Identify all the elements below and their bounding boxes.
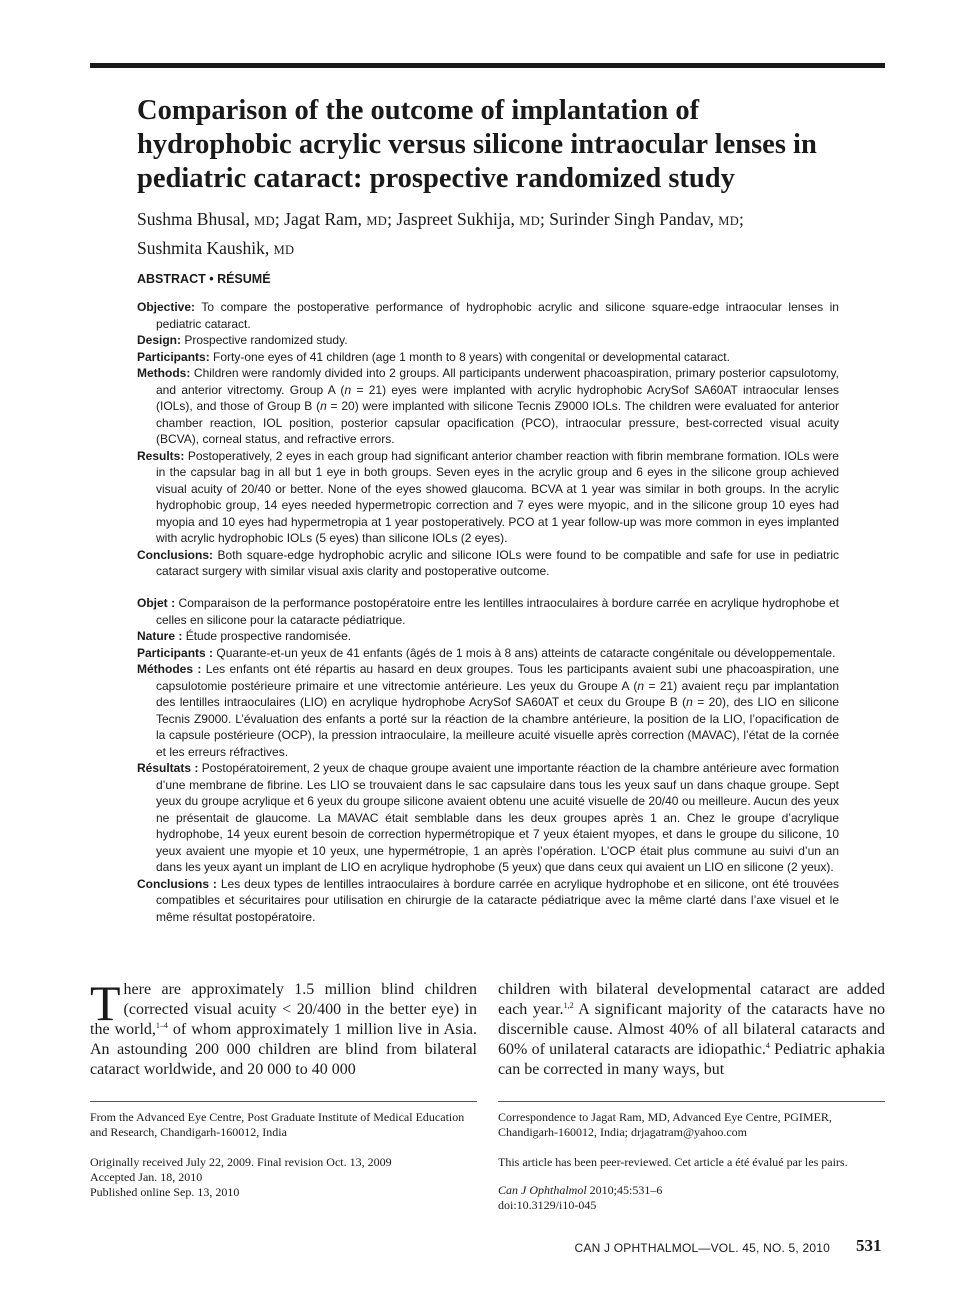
abstract-section [137, 349, 839, 366]
author-credential: MD [718, 214, 740, 228]
abstract-label: Résultats : [137, 761, 199, 775]
abstract-text: = 20) were implanted with silicone Tecnis Z9000 IOLs. The children were evaluated for anterior chamber reaction, IOL position, posterior capsular opacification (PCO), intraocular pressure, best-corrected visual acuity (BCVA), corneal status, and refractive errors. [156, 399, 839, 446]
footnote-rule-left [90, 1101, 477, 1102]
footnote-affiliation [90, 1110, 470, 1140]
abstract-text: Forty-one eyes of 41 children (age 1 month to 8 years) with congenital or developmental cataract. [213, 349, 730, 364]
abstract-section [137, 332, 839, 349]
body-text: Pediatric aphakia can be corrected in many ways, but [498, 1041, 885, 1078]
author-name: Jaspreet Sukhija, [396, 209, 515, 229]
abstract-label: Méthodes : [137, 662, 202, 676]
abstract-section [137, 595, 839, 628]
author-name: Sushma Bhusal, [137, 209, 250, 229]
abstract-section [137, 645, 839, 662]
author-separator: ; [274, 209, 280, 229]
abstract-italic-n: n [320, 399, 327, 413]
abstract-section [137, 876, 839, 926]
author-credential: MD [366, 214, 388, 228]
abstract-label: Results: [137, 448, 185, 463]
body-text: A significant majority of the cataracts have no discernible cause. Almost 40% of all bilateral cataracts and 60% of unilateral cataracts are idiopathic. [498, 1001, 885, 1058]
footnote-rule-right [498, 1101, 885, 1102]
abstract-section [137, 547, 839, 580]
abstract-english [137, 299, 839, 580]
abstract-section [137, 299, 839, 332]
abstract-text: Postopératoirement, 2 yeux de chaque groupe avaient une importante réaction de la chambre antérieure avec formation d’une membrane de fibrine. Les LIO se trouvaient dans le sac capsulaire dans tous les yeux sauf un dans chaque groupe. Sept yeux du groupe acrylique et 6 yeux du groupe silicone avaient obtenu une acuité visuelle de 20/40 ou meilleure. Aucun des yeux ne présentait de glaucome. La MAVAC était semblable dans les deux groupes après 1 an. Chez le groupe d’acrylique hydrophobe, 14 yeux eurent besoin de correction hypermétropique et 7 yeux étaient myopes, et dans le groupe du silicone, 10 yeux avaient une myopie et 10 yeux, une hypermétropie, 1 an après l’opération. L’OCP était plus commune au suivi d’un an dans les yeux ayant un implant de LIO en acrylique hydrophobe (5 yeux) que dans ceux qui avaient un LIO en silicone (2 yeux). [156, 761, 839, 874]
author-name: Sushmita Kaushik, [137, 238, 270, 258]
author-name: Jagat Ram, [284, 209, 362, 229]
author-separator: ; [387, 209, 392, 229]
author-name: Surinder Singh Pandav, [549, 209, 714, 229]
received-date: Originally received July 22, 2009. Final revision Oct. 13, 2009 [90, 1155, 392, 1169]
author-line-1 [137, 206, 857, 235]
running-footer: CAN J OPHTHALMOL—VOL. 45, NO. 5, 2010 [574, 1241, 830, 1255]
abstract-label: Nature : [137, 629, 183, 643]
abstract-label: Conclusions: [137, 547, 214, 562]
abstract-section [137, 448, 839, 547]
abstract-text: To compare the postoperative performance of hydrophobic acrylic and silicone square-edge intraocular lenses in pediatric cataract. [156, 300, 839, 331]
abstract-french [137, 595, 839, 925]
abstract-label: Participants: [137, 349, 210, 364]
abstract-text: Prospective randomized study. [184, 333, 348, 347]
footnote-correspondence [498, 1110, 885, 1140]
accepted-date: Accepted Jan. 18, 2010 [90, 1170, 203, 1184]
author-list [137, 206, 857, 264]
abstract-text: = 21) avaient reçu par implantation des lentilles intraoculaires (LIO) en acrylique hydrophobe AcrySof SA60AT et ceux du Groupe B ( [156, 678, 839, 709]
correspondence-text: Correspondence to Jagat Ram, MD, Advanced Eye Centre, PGIMER, Chandigarh-160012, India; drjagatram@yahoo.com [498, 1110, 832, 1139]
author-line-2 [137, 235, 857, 264]
abstract-heading: ABSTRACT • RÉSUMÉ [137, 272, 271, 286]
page-number: 531 [856, 1236, 882, 1255]
abstract-text: Children were randomly divided into 2 groups. All participants underwent phacoaspiration, primary posterior capsulotomy, and anterior vitrectomy. Group A ( [156, 366, 840, 397]
affiliation-text: From the Advanced Eye Centre, Post Graduate Institute of Medical Education and Research, Chandigarh-160012, India [90, 1110, 465, 1139]
abstract-label: Methods: [137, 366, 191, 380]
abstract-text: Quarante-et-un yeux de 41 enfants (âgés de 1 mois à 8 ans) atteints de cataracte congénitale ou développementale. [216, 645, 836, 660]
body-column-left [90, 975, 477, 1080]
abstract-label: Objective: [137, 300, 196, 314]
reference-superscript: 1–4 [155, 1021, 168, 1030]
footnote-citation [498, 1183, 885, 1213]
reference-superscript: 4 [765, 1041, 770, 1050]
footnote-peer-review [498, 1155, 885, 1170]
author-credential: MD [254, 214, 275, 228]
abstract-label: Objet : [137, 596, 176, 610]
footnote-dates [90, 1155, 470, 1200]
abstract-text: = 20), des LIO en silicone Tecnis Z9000. L’évaluation des enfants a porté sur la réaction de la chambre antérieure, la position de la LIO, l’opacification de la capsule postérieure (OCP), la pression intraoculaire, la meilleure acuité visuelle après correction (MAVAC), l’état de la cornée et les erreurs réfractives. [156, 695, 839, 759]
author-separator: ; [540, 209, 545, 229]
top-rule [90, 63, 885, 68]
author-separator: ; [739, 209, 744, 229]
abstract-text: Postoperatively, 2 eyes in each group had significant anterior chamber reaction with fibrin membrane formation. IOLs were in the capsular bag in all but 1 eye in both groups. Seven eyes in the acrylic group and 6 eyes in the silicone group achieved visual acuity of 20/40 or better. None of the eyes showed glaucoma. BCVA at 1 year was similar in both groups. In the acrylic hydrophobic group, 14 eyes needed hypermetropic correction and 7 eyes were myopic, and in the silicone group 10 eyes had myopia and 10 eyes had hypermetropia at 1 year postoperatively. PCO at 1 year follow-up was more common in eyes implanted with acrylic hydrophobic IOLs (5 eyes) than silicone IOLs (2 eyes). [156, 448, 839, 545]
drop-cap: T [90, 975, 121, 1031]
citation-line [498, 1183, 885, 1198]
reference-superscript: 1,2 [563, 1001, 574, 1010]
abstract-text: Les enfants ont été répartis au hasard en deux groupes. Tous les participants avaient subi une phacoaspiration, une capsulotomie postérieure primaire et une vitrectomie antérieure. Les yeux du Groupe A ( [156, 662, 840, 693]
abstract-section [137, 365, 839, 448]
abstract-text: = 21) eyes were implanted with acrylic hydrophobic AcrySof SA60AT intraocular lenses (IOLs), and those of Group B ( [156, 382, 839, 413]
published-date: Published online Sep. 13, 2010 [90, 1185, 240, 1199]
peer-review-text: This article has been peer-reviewed. Cet article a été évalué par les pairs. [498, 1155, 848, 1169]
article-title: Comparison of the outcome of implantation of hydrophobic acrylic versus silicone intraocular lenses in pediatric cataract: prospective randomized study [137, 95, 817, 194]
abstract-italic-n: n [344, 382, 352, 397]
body-text: of whom approximately 1 million live in Asia. An astounding 200 000 children are blind from bilateral cataract worldwide, and 20 000 to 40 000 [90, 1021, 477, 1078]
abstract-label: Conclusions : [137, 876, 217, 891]
body-text: children with bilateral developmental cataract are added each year. [498, 981, 885, 1018]
abstract-text: Les deux types de lentilles intraoculaires à bordure carrée en acrylique hydrophobe et en silicone, ont été trouvées compatibles et sécuritaires pour utilisation en chirurgie de la cataracte pédiatrique avec la même clarté dans l’axe visuel et le même résultat postopératoire. [156, 876, 839, 924]
abstract-text: Both square-edge hydrophobic acrylic and silicone IOLs were found to be compatible and safe for use in pediatric cataract surgery with similar visual axis clarity and postoperative outcome. [156, 547, 839, 578]
author-credential: MD [273, 243, 295, 257]
body-text: here are approximately 1.5 million blind children (corrected visual acuity < 20/400 in the better eye) in the world, [90, 981, 477, 1038]
abstract-section [137, 628, 839, 645]
abstract-text: Étude prospective randomisée. [185, 629, 352, 643]
doi-link[interactable]: doi:10.3129/i10-045 [498, 1198, 597, 1212]
abstract-section [137, 760, 839, 876]
abstract-label: Design: [137, 333, 182, 347]
body-column-right [498, 980, 885, 1080]
abstract-label: Participants : [137, 645, 214, 660]
citation-journal: Can J Ophthalmol [498, 1183, 587, 1197]
citation-details: 2010;45:531–6 [586, 1183, 663, 1197]
abstract-italic-n: n [686, 695, 693, 709]
abstract-text: Comparaison de la performance postopératoire entre les lentilles intraoculaires à bordure carrée en acrylique hydrophobe et celles en silicone pour la cataracte pédiatrique. [156, 596, 839, 627]
abstract-section [137, 661, 839, 760]
author-credential: MD [519, 214, 541, 228]
abstract-italic-n: n [637, 678, 645, 693]
